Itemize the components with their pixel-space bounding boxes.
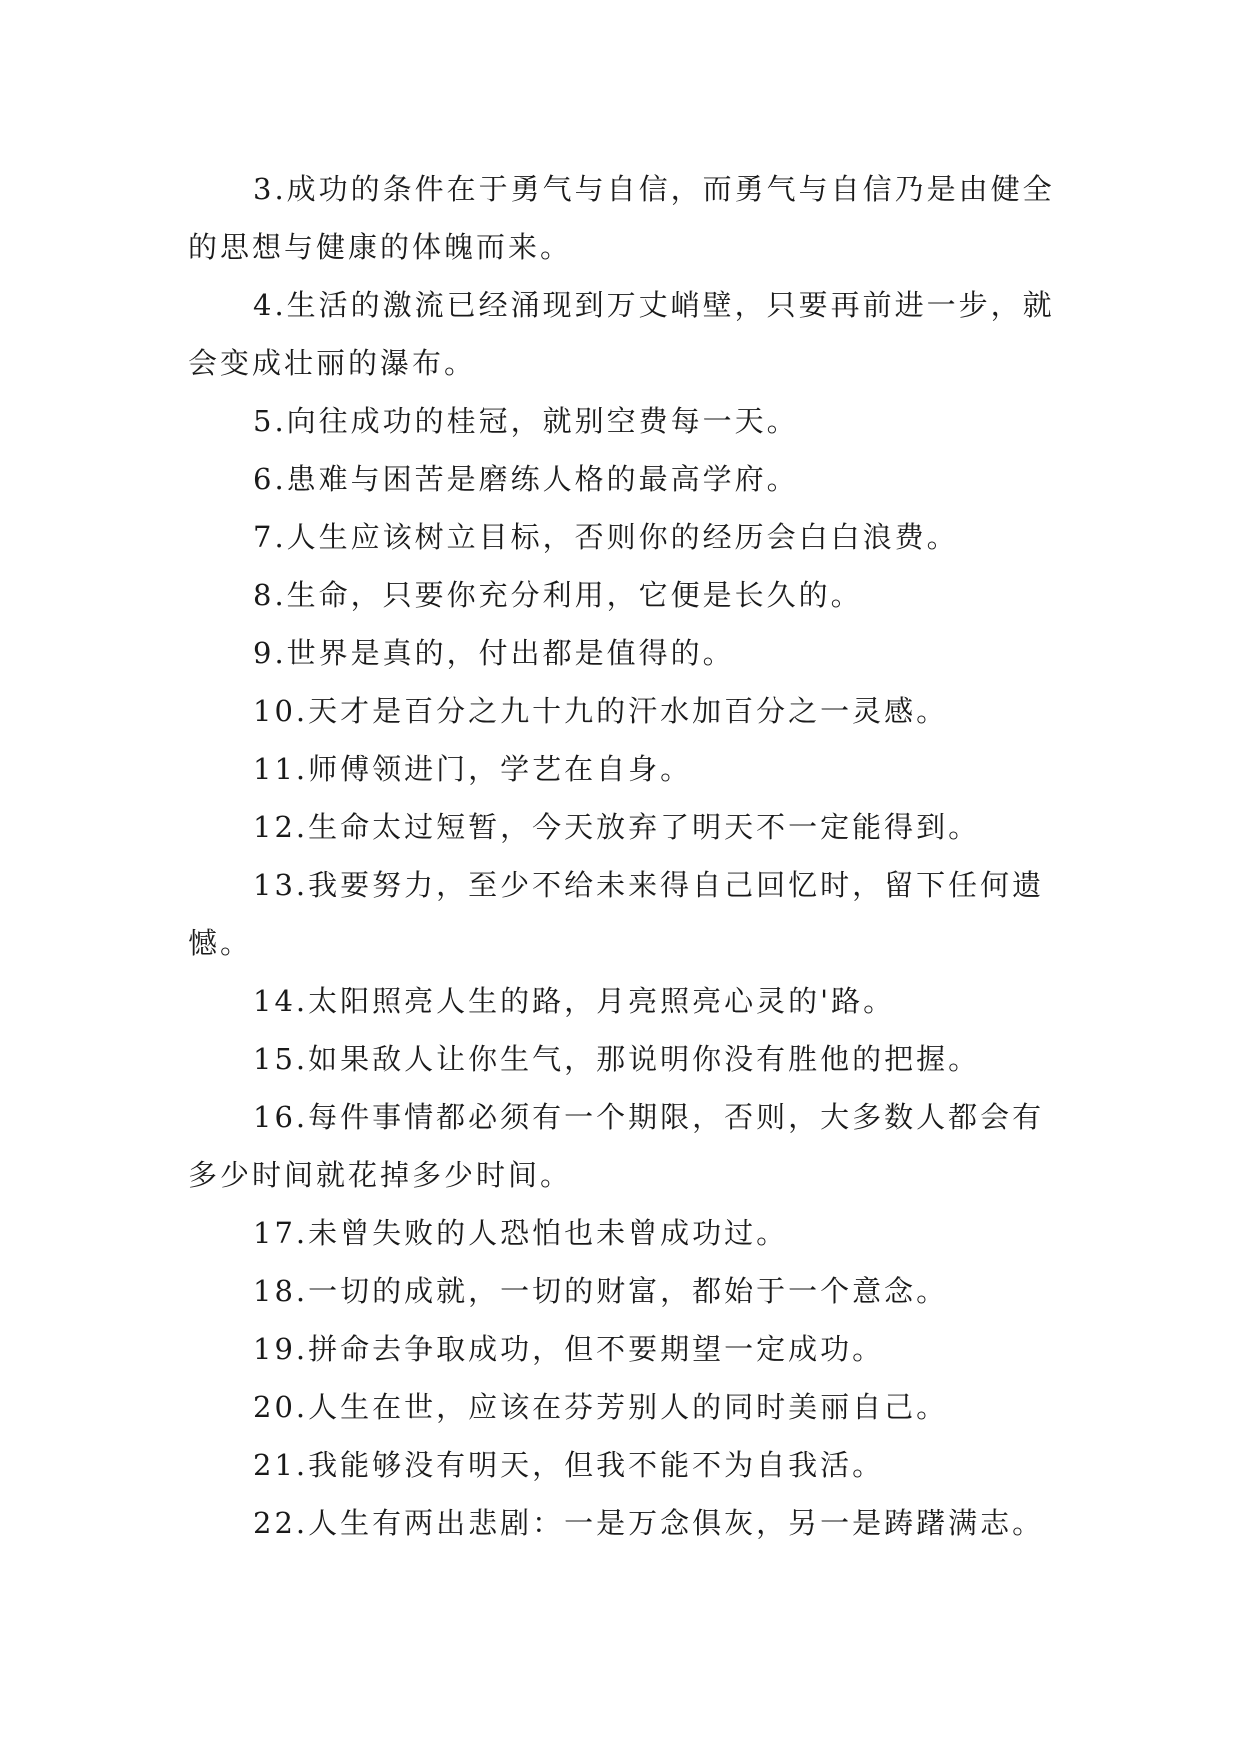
quote-paragraph-8: 8.生命，只要你充分利用，它便是长久的。 [253,578,863,612]
quote-paragraph-4: 4.生活的激流已经涌现到万丈峭壁，只要再前进一步，就会变成壮丽的瀑布。 [188,288,1055,380]
quote-paragraph-14: 14.太阳照亮人生的路，月亮照亮心灵的'路。 [253,984,896,1018]
quote-paragraph-7: 7.人生应该树立目标，否则你的经历会白白浪费。 [253,520,959,554]
quote-paragraph-3: 3.成功的条件在于勇气与自信，而勇气与自信乃是由健全的思想与健康的体魄而来。 [188,172,1055,264]
quote-paragraph-19: 19.拼命去争取成功，但不要期望一定成功。 [253,1332,885,1366]
quote-paragraph-21: 21.我能够没有明天，但我不能不为自我活。 [253,1448,885,1482]
quote-paragraph-15: 15.如果敌人让你生气，那说明你没有胜他的把握。 [253,1042,981,1076]
quote-paragraph-6: 6.患难与困苦是磨练人格的最高学府。 [253,462,799,496]
quote-paragraph-11: 11.师傅领进门，学艺在自身。 [253,752,693,786]
quote-paragraph-10: 10.天才是百分之九十九的汗水加百分之一灵感。 [253,694,949,728]
quote-paragraph-20: 20.人生在世，应该在芬芳别人的同时美丽自己。 [253,1390,949,1424]
quote-paragraph-12: 12.生命太过短暂，今天放弃了明天不一定能得到。 [253,810,981,844]
quote-paragraph-9: 9.世界是真的，付出都是值得的。 [253,636,735,670]
quote-paragraph-16: 16.每件事情都必须有一个期限，否则，大多数人都会有多少时间就花掉多少时间。 [188,1100,1045,1192]
quote-paragraph-17: 17.未曾失败的人恐怕也未曾成功过。 [253,1216,789,1250]
quote-paragraph-22: 22.人生有两出悲剧：一是万念俱灰，另一是踌躇满志。 [253,1506,1045,1540]
quote-paragraph-18: 18.一切的成就，一切的财富，都始于一个意念。 [253,1274,949,1308]
document-body [188,160,1058,1552]
quote-paragraph-13: 13.我要努力，至少不给未来得自己回忆时，留下任何遗憾。 [188,868,1045,960]
quote-paragraph-5: 5.向往成功的桂冠，就别空费每一天。 [253,404,799,438]
